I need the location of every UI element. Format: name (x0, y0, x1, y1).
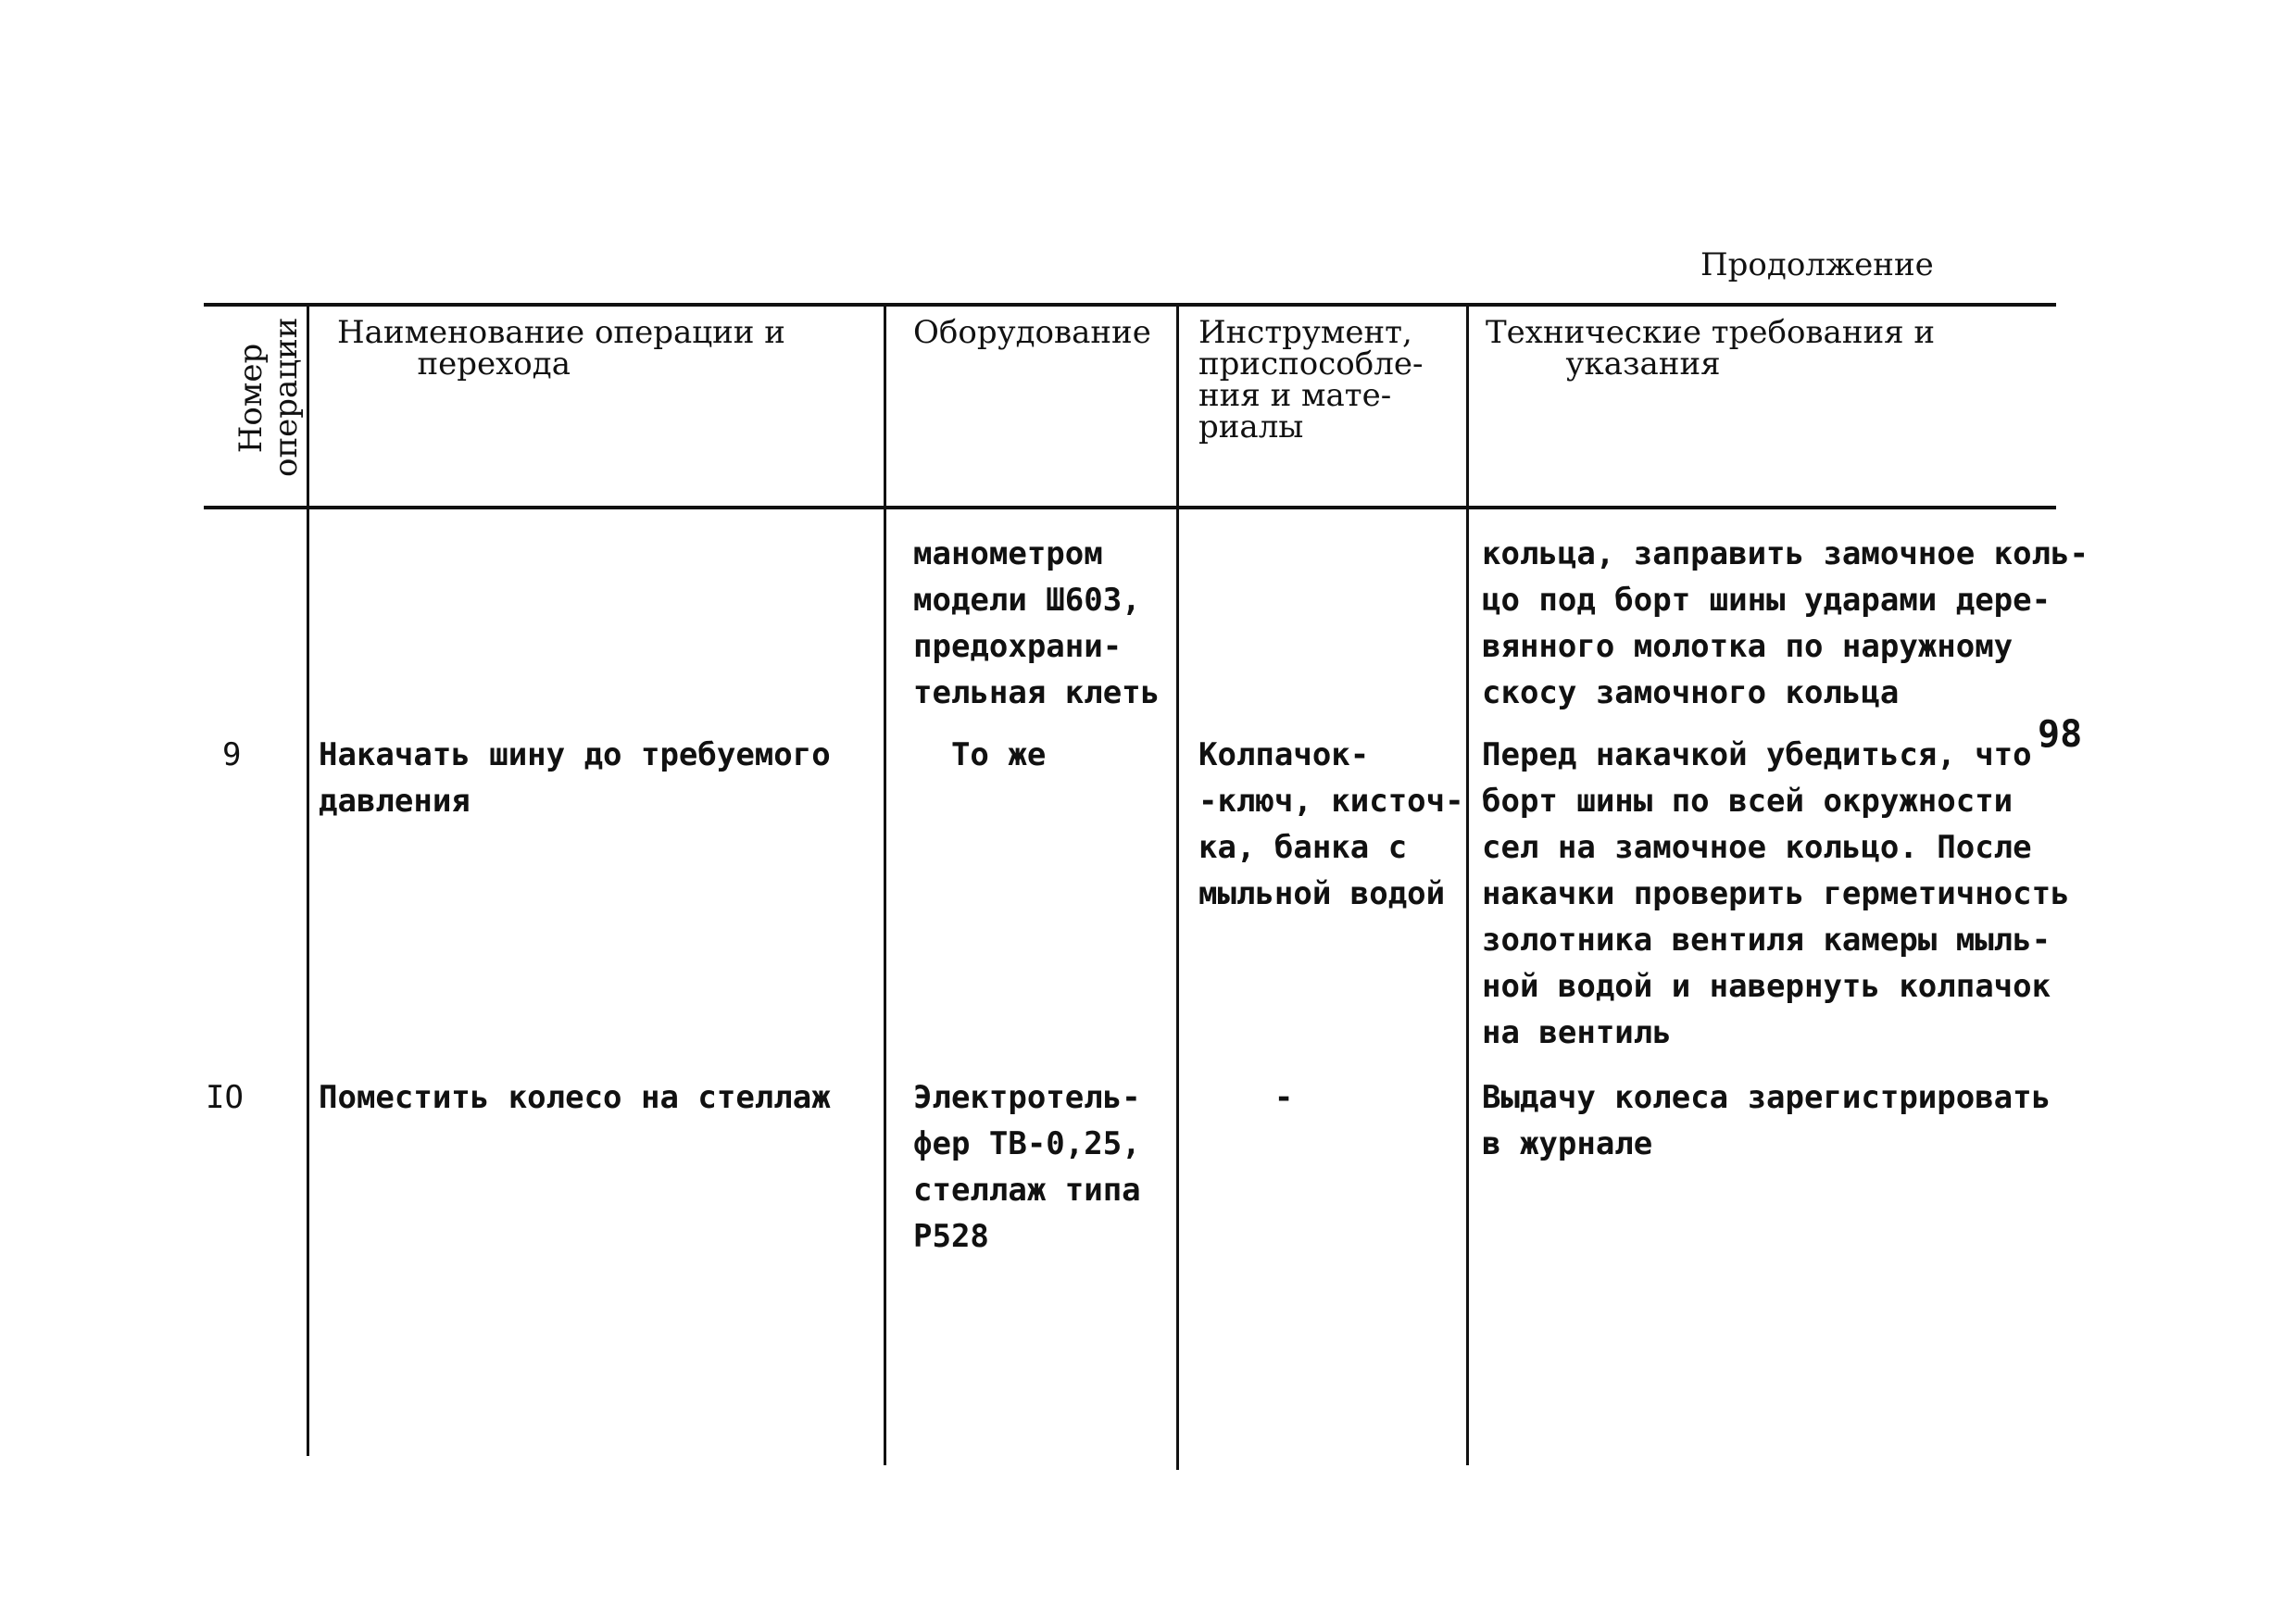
row-0-requirements: кольца, заправить замочное коль- цо под борт шины ударами дере- вянного молотка по наружному скосу замочного кольца (1482, 535, 2089, 711)
row-2-name: Поместить колесо на стеллаж (319, 1079, 831, 1116)
column-divider-2 (884, 303, 886, 1465)
row-1-requirements: Перед накачкой убедиться, что борт шины по всей окружности сел на замочное кольцо. После накачки проверить герметичность золотника вентиля камеры мыль- ной водой и навернуть колпачок на вентиль (1482, 736, 2070, 1051)
row-1-number: 9 (222, 736, 242, 773)
row-2-requirements: Выдачу колеса зарегистрировать в журнале (1482, 1079, 2051, 1162)
column-divider-4 (1466, 303, 1469, 1465)
header-bottom-border (204, 506, 2056, 509)
header-tools: Инструмент, приспособле- ния и мате- риалы (1198, 314, 1424, 446)
row-2-number: IO (206, 1079, 244, 1116)
row-2-tools: - (1198, 1079, 1294, 1116)
row-1-name: Накачать шину до требуемого давления (319, 736, 831, 820)
header-requirements: Технические требования и указания (1486, 314, 1936, 383)
header-op-number: Номер операции (232, 317, 305, 477)
row-1-tools: Колпачок- -ключ, кисточ- ка, банка с мыльной водой (1198, 736, 1464, 912)
page-number: 98 (2038, 713, 2083, 756)
continuation-label: Продолжение (1700, 246, 1934, 283)
row-0-equipment: манометром модели Ш603, предохрани- тельная клеть (913, 535, 1161, 711)
header-equipment: Оборудование (913, 314, 1151, 351)
table-top-border (204, 303, 2056, 307)
row-1-equipment: То же (913, 736, 1047, 773)
header-op-name: Наименование операции и перехода (337, 314, 785, 383)
column-divider-3 (1176, 303, 1179, 1470)
row-2-equipment: Электротель- фер ТВ-0,25, стеллаж типа Р528 (913, 1079, 1141, 1255)
